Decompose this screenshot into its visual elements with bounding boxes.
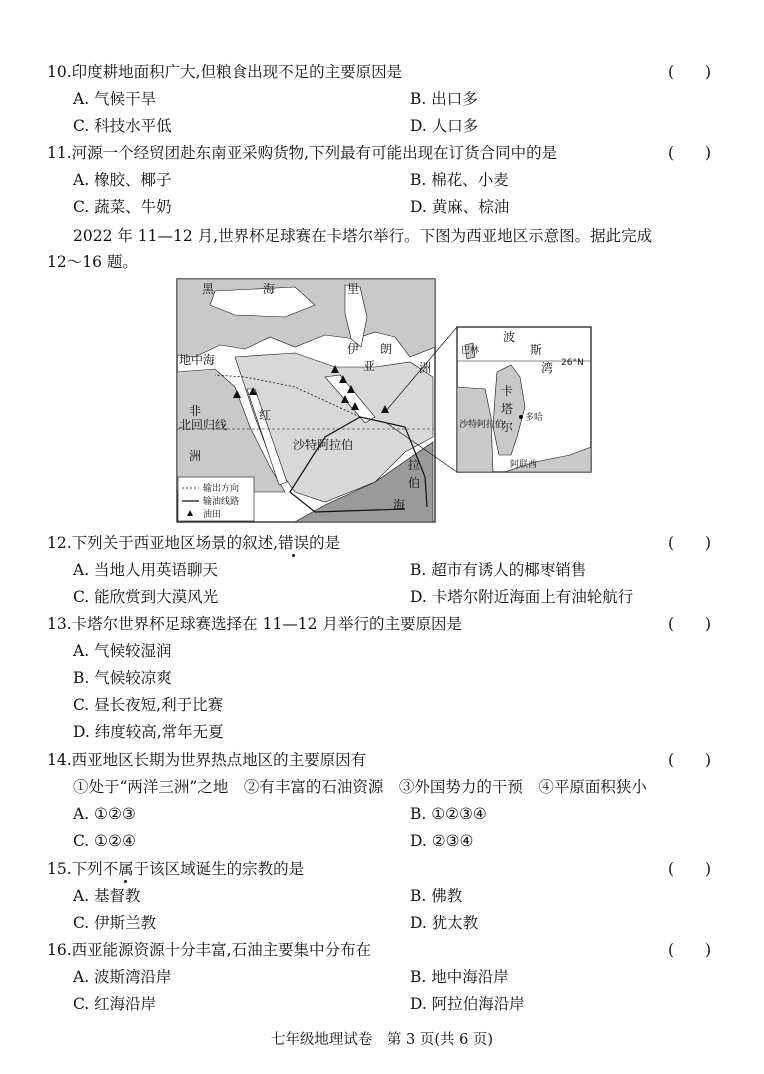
west-asia-map-svg (175, 277, 595, 525)
map-label-arabian-sea-1: 拉 (408, 458, 421, 472)
inset-label-qatar-1: 卡 (501, 384, 514, 398)
q12-option-d: D. 卡塔尔附近海面上有油轮航行 (410, 588, 634, 606)
map-label-arabian-sea-3: 海 (393, 498, 406, 512)
inset-label-gulf-1: 波 (503, 330, 516, 344)
q15-stem-emphasis: 不属于 (102, 860, 150, 878)
q14-option-c: C. ①②④ (73, 832, 136, 850)
map-label-arabian-sea-2: 伯 (408, 476, 421, 490)
legend-oilfield: 油田 (203, 510, 222, 520)
inset-label-gulf-3: 湾 (541, 361, 554, 375)
map-label-iran-3: 亚 (363, 359, 376, 373)
q15-option-a: A. 基督教 (73, 887, 141, 905)
legend-export-route: 输出方向 (203, 484, 240, 494)
q10-option-a: A. 气候干旱 (73, 90, 157, 108)
q14-items: ①处于“两洋三洲”之地 ②有丰富的石油资源 ③外国势力的干预 ④平原面积狭小 (73, 778, 647, 796)
q10-option-c: C. 科技水平低 (73, 117, 172, 135)
map-label-asia: 洲 (419, 361, 432, 375)
q13-answer-paren: ( ) (668, 615, 712, 633)
map-label-black-sea-2: 海 (263, 282, 276, 296)
q13-option-c: C. 昼长夜短,利于比赛 (73, 696, 224, 714)
q15-stem-post: 该区域诞生的宗教的是 (149, 860, 305, 878)
q12-stem-post: 的是 (309, 534, 341, 552)
q12-stem-pre: 12.下列关于西亚地区场景的叙述, (47, 534, 279, 552)
q10-option-b: B. 出口多 (410, 90, 478, 108)
q15-stem (47, 859, 304, 879)
q14-option-a: A. ①②③ (73, 805, 136, 823)
intro-line-1: 2022 年 11—12 月,世界杯足球赛在卡塔尔举行。下图为西亚地区示意图。据此完成 (73, 227, 653, 245)
q12-option-c: C. 能欣赏到大漠风光 (73, 588, 219, 606)
q14-answer-paren: ( ) (668, 751, 712, 769)
qatar-inset-map (457, 327, 591, 472)
map-label-black-sea-1: 黑 (202, 282, 215, 296)
q13-option-a: A. 气候较湿润 (73, 642, 172, 660)
q11-option-c: C. 蔬菜、牛奶 (73, 198, 172, 216)
q11-option-d: D. 黄麻、棕油 (410, 198, 510, 216)
map-legend (178, 477, 254, 521)
map-label-africa-2: 洲 (189, 449, 202, 463)
q16-stem: 16.西亚能源资源十分丰富,石油主要集中分布在 (47, 941, 372, 959)
inset-label-gulf-2: 斯 (530, 343, 543, 357)
q15-option-b: B. 佛教 (410, 887, 463, 905)
q10-answer-paren: ( ) (668, 63, 712, 81)
q13-option-b: B. 气候较凉爽 (73, 669, 172, 687)
map-label-caspian: 里 (347, 282, 360, 296)
map-label-red-sea: 红 (259, 408, 272, 422)
q11-answer-paren: ( ) (668, 144, 712, 162)
inset-label-doha: 多哈 (525, 413, 544, 423)
map-label-tropic: 北回归线 (179, 418, 228, 432)
q13-option-d: D. 纬度较高,常年无夏 (73, 723, 224, 741)
q16-option-b: B. 地中海沿岸 (410, 968, 509, 986)
inset-label-saudi: 沙特阿拉伯 (459, 420, 505, 430)
intro-line-2: 12～16 题。 (47, 253, 138, 271)
q15-option-c: C. 伊斯兰教 (73, 914, 157, 932)
map-label-iran-2: 朗 (380, 342, 393, 356)
q12-answer-paren: ( ) (668, 534, 712, 552)
map-label-iran-1: 伊 (347, 342, 360, 356)
map-label-africa-1: 非 (189, 404, 202, 418)
inset-label-uae: 阿联酋 (510, 460, 538, 470)
q16-option-d: D. 阿拉伯海沿岸 (410, 995, 525, 1013)
q15-option-d: D. 犹太教 (410, 914, 479, 932)
q13-stem: 13.卡塔尔世界杯足球赛选择在 11—12 月举行的主要原因是 (47, 615, 462, 633)
doha-marker (519, 415, 523, 419)
west-asia-map (175, 277, 595, 525)
q16-option-a: A. 波斯湾沿岸 (73, 968, 172, 986)
q12-stem-emphasis: 错误 (278, 534, 310, 552)
q12-option-a: A. 当地人用英语聊天 (73, 561, 219, 579)
map-label-saudi: 沙特阿拉伯 (293, 438, 354, 452)
q12-stem (47, 533, 340, 553)
inset-label-qatar-3: 尔 (501, 420, 514, 434)
q14-stem: 14.西亚地区长期为世界热点地区的主要原因有 (47, 751, 367, 769)
q14-option-d: D. ②③④ (410, 832, 474, 850)
q10-option-d: D. 人口多 (410, 117, 479, 135)
q11-option-a: A. 橡胶、椰子 (73, 171, 172, 189)
map-label-mediterranean: 地中海 (179, 353, 216, 367)
page-footer: 七年级地理试卷 第 3 页(共 6 页) (270, 1032, 494, 1048)
q11-stem: 11.河源一个经贸团赴东南亚采购货物,下列最有可能出现在订货合同中的是 (47, 144, 558, 162)
q12-option-b: B. 超市有诱人的椰枣销售 (410, 561, 587, 579)
q16-answer-paren: ( ) (668, 941, 712, 959)
q16-option-c: C. 红海沿岸 (73, 995, 157, 1013)
q11-option-b: B. 棉花、小麦 (410, 171, 509, 189)
legend-oil-route: 输油线路 (203, 497, 240, 507)
inset-label-bahrain: 巴林 (461, 346, 480, 356)
q15-answer-paren: ( ) (668, 860, 712, 878)
q15-stem-pre: 15.下列 (47, 860, 103, 878)
q14-option-b: B. ①②③④ (410, 805, 487, 823)
inset-label-latitude: 26°N (561, 358, 584, 368)
inset-label-qatar-2: 塔 (501, 402, 514, 416)
q10-stem: 10.印度耕地面积广大,但粮食出现不足的主要原因是 (47, 63, 403, 81)
